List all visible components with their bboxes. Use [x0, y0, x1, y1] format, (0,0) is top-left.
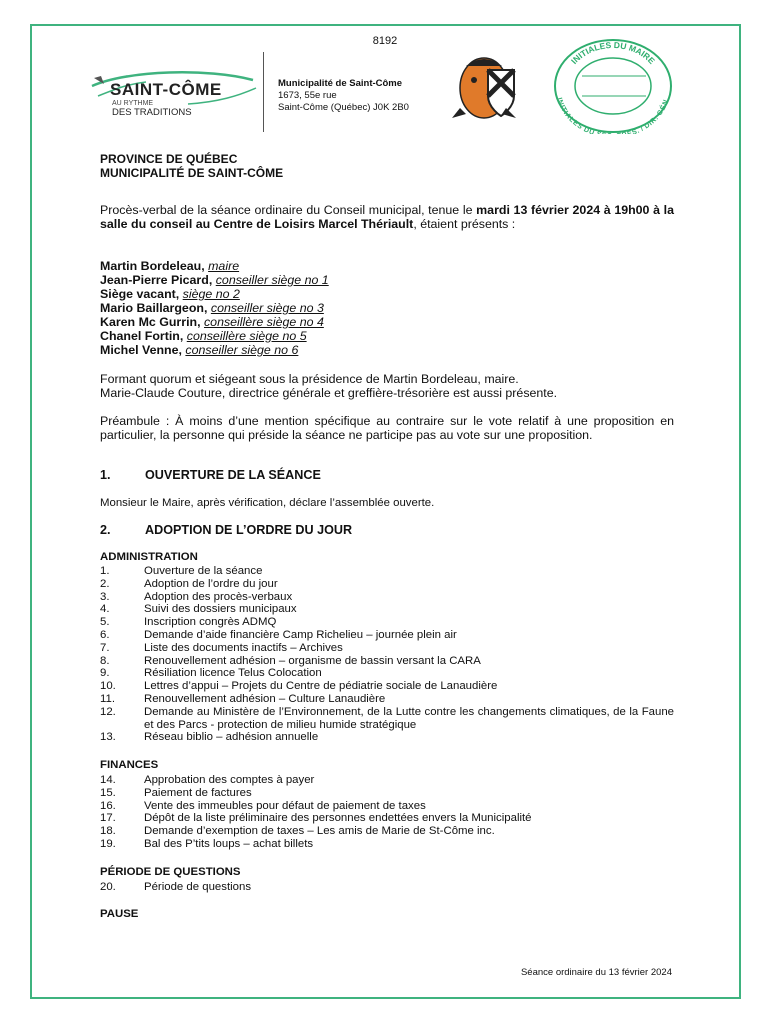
- section-title: ADOPTION DE L’ORDRE DU JOUR: [145, 523, 353, 537]
- item-text: Lettres d’appui – Projets du Centre de pédiatrie sociale de Lanaudière: [144, 680, 498, 693]
- item-number: 13.: [100, 731, 116, 744]
- section-1-text: Monsieur le Maire, après vérification, déclare l’assemblée ouverte.: [100, 497, 435, 509]
- finances-list: [100, 774, 674, 851]
- address-line-1: 1673, 55e rue: [278, 90, 337, 101]
- section-title: OUVERTURE DE LA SÉANCE: [145, 468, 321, 482]
- item-number: 10.: [100, 680, 116, 693]
- intro-date-location: mardi 13 février 2024 à 19h00 à la salle du conseil au Centre de Loisirs Marcel Thériault: [100, 203, 674, 231]
- intro-text-after: , étaient présents :: [413, 217, 516, 231]
- item-number: 17.: [100, 812, 116, 825]
- item-text: Liste des documents inactifs – Archives: [144, 641, 343, 654]
- list-item: [100, 629, 674, 642]
- item-text: Renouvellement adhésion – organisme de bassin versant la CARA: [144, 654, 481, 667]
- svg-text:INITIALES DU MAIRE: [569, 40, 657, 66]
- section-number: 2.: [100, 523, 111, 537]
- list-item: [100, 680, 674, 693]
- member-name: Siège vacant,: [100, 287, 180, 301]
- section-number: 1.: [100, 468, 111, 482]
- questions-list: [100, 881, 674, 894]
- member-role: conseillère siège no 5: [186, 329, 307, 343]
- members-list: [100, 259, 329, 357]
- municipality-line: MUNICIPALITÉ DE SAINT-CÔME: [100, 166, 284, 180]
- logo-tagline-2: DES TRADITIONS: [112, 107, 192, 118]
- list-item: [100, 655, 674, 668]
- province-line: PROVINCE DE QUÉBEC: [100, 152, 238, 166]
- list-item: [100, 603, 674, 616]
- item-text: Résiliation licence Telus Colocation: [144, 667, 322, 680]
- svg-text:INITIALES DU SEC.-TRÉS. / DIR.: [555, 97, 670, 134]
- member-role: siège no 2: [182, 287, 240, 301]
- member-role: conseiller siège no 1: [215, 273, 329, 287]
- item-number: 1.: [100, 565, 110, 577]
- logo-tagline-1: AU RYTHME: [112, 100, 154, 107]
- item-number: 4.: [100, 603, 110, 616]
- member-row: [100, 287, 329, 301]
- list-item: [100, 667, 674, 680]
- item-text: Demande d’exemption de taxes – Les amis de Marie de St-Côme inc.: [144, 825, 495, 838]
- province-heading: [100, 152, 283, 180]
- list-item: [100, 774, 674, 787]
- member-row: [100, 259, 329, 273]
- list-item: [100, 881, 674, 894]
- item-number: 9.: [100, 667, 110, 680]
- initials-stamp: [552, 36, 674, 139]
- item-number: 7.: [100, 641, 110, 654]
- pause-heading: PAUSE: [100, 908, 139, 920]
- item-text: Paiement de factures: [144, 786, 252, 799]
- member-name: Mario Baillargeon,: [100, 301, 208, 315]
- administration-list: [100, 565, 674, 744]
- item-text: Renouvellement adhésion – Culture Lanaudière: [144, 692, 386, 705]
- list-item: [100, 616, 674, 629]
- item-number: 8.: [100, 654, 110, 667]
- preamble-paragraph: Préambule : À moins d’une mention spécifique au contraire sur le vote relatif à une proposition en particulier, la personne qui préside la séance ne participe pas au vote sur une proposition.: [100, 414, 674, 442]
- item-text: Inscription congrès ADMQ: [144, 616, 277, 629]
- item-number: 14.: [100, 774, 116, 786]
- item-text: Dépôt de la liste préliminaire des personnes endettées envers la Municipalité: [144, 812, 532, 825]
- member-name: Michel Venne,: [100, 343, 182, 357]
- member-name: Chanel Fortin,: [100, 329, 184, 343]
- item-number: 19.: [100, 837, 116, 850]
- stamp-top-text: INITIALES DU MAIRE: [568, 39, 657, 66]
- list-item: [100, 800, 674, 813]
- intro-paragraph: [100, 203, 674, 231]
- list-item: [100, 812, 674, 825]
- item-text: Vente des immeubles pour défaut de paiement de taxes: [144, 799, 426, 812]
- item-number: 5.: [100, 616, 110, 629]
- item-text: Adoption des procès-verbaux: [144, 590, 293, 603]
- list-item: [100, 731, 674, 744]
- item-number: 15.: [100, 786, 116, 799]
- section-2-heading: [100, 523, 352, 537]
- page-number: 8192: [372, 35, 398, 47]
- section-1-heading: [100, 468, 321, 482]
- member-name: Jean-Pierre Picard,: [100, 273, 213, 287]
- item-number: 11.: [100, 692, 115, 705]
- member-role: conseillère siège no 4: [203, 315, 324, 329]
- list-item: [100, 787, 674, 800]
- finances-heading: FINANCES: [100, 759, 159, 771]
- header-divider: [263, 52, 264, 132]
- list-item: [100, 578, 674, 591]
- list-item: [100, 565, 674, 578]
- member-row: [100, 343, 329, 357]
- intro-text-before: Procès-verbal de la séance ordinaire du Conseil municipal, tenue le: [100, 203, 477, 217]
- member-role: maire: [208, 259, 240, 273]
- list-item: [100, 693, 674, 706]
- item-text: Demande d’aide financière Camp Richelieu – journée plein air: [144, 628, 457, 641]
- logo-name: SAINT-CÔME: [110, 80, 222, 99]
- member-role: conseiller siège no 6: [185, 343, 299, 357]
- stamp-bottom-text: INITIALES DU S. / DIR. GÉN.: [555, 96, 671, 134]
- list-item: [100, 706, 674, 732]
- item-number: 2.: [100, 577, 110, 590]
- page-footer: Séance ordinaire du 13 février 2024: [520, 967, 672, 978]
- member-row: [100, 301, 329, 315]
- list-item: [100, 838, 674, 851]
- list-item: [100, 642, 674, 655]
- list-item: [100, 591, 674, 604]
- questions-heading: PÉRIODE DE QUESTIONS: [100, 866, 241, 878]
- coat-of-arms-icon: [444, 48, 544, 133]
- list-item: [100, 825, 674, 838]
- item-text: Ouverture de la séance: [144, 565, 263, 577]
- administration-heading: ADMINISTRATION: [100, 551, 198, 563]
- member-role: conseiller siège no 3: [210, 301, 324, 315]
- item-text: Bal des P’tits loups – achat billets: [144, 837, 314, 850]
- quorum-line-1: Formant quorum et siégeant sous la présidence de Martin Bordeleau, maire.: [100, 372, 519, 386]
- item-number: 12.: [100, 705, 116, 718]
- member-row: [100, 329, 329, 343]
- municipality-name: Municipalité de Saint-Côme: [278, 78, 403, 89]
- quorum-line-2: Marie-Claude Couture, directrice générale et greffière-trésorière est aussi présente.: [100, 386, 558, 400]
- member-row: [100, 273, 329, 287]
- item-text: Période de questions: [144, 881, 252, 893]
- quorum-paragraph: [100, 372, 674, 400]
- item-text: Demande au Ministère de l’Environnement, de la Lutte contre les changements climatiques, de la Faune et des Parcs - protection de milieu humide stratégique: [144, 705, 674, 731]
- item-number: 16.: [100, 799, 116, 812]
- address-line-2: Saint-Côme (Québec) J0K 2B0: [278, 102, 409, 113]
- item-number: 20.: [100, 881, 116, 893]
- item-number: 3.: [100, 590, 110, 603]
- item-number: 6.: [100, 628, 110, 641]
- member-name: Martin Bordeleau,: [100, 259, 205, 273]
- item-text: Adoption de l’ordre du jour: [144, 577, 278, 590]
- member-name: Karen Mc Gurrin,: [100, 315, 201, 329]
- municipality-address: [278, 78, 409, 114]
- member-row: [100, 315, 329, 329]
- item-number: 18.: [100, 825, 116, 838]
- item-text: Suivi des dossiers municipaux: [144, 603, 297, 616]
- item-text: Approbation des comptes à payer: [144, 774, 315, 786]
- item-text: Réseau biblio – adhésion annuelle: [144, 731, 319, 744]
